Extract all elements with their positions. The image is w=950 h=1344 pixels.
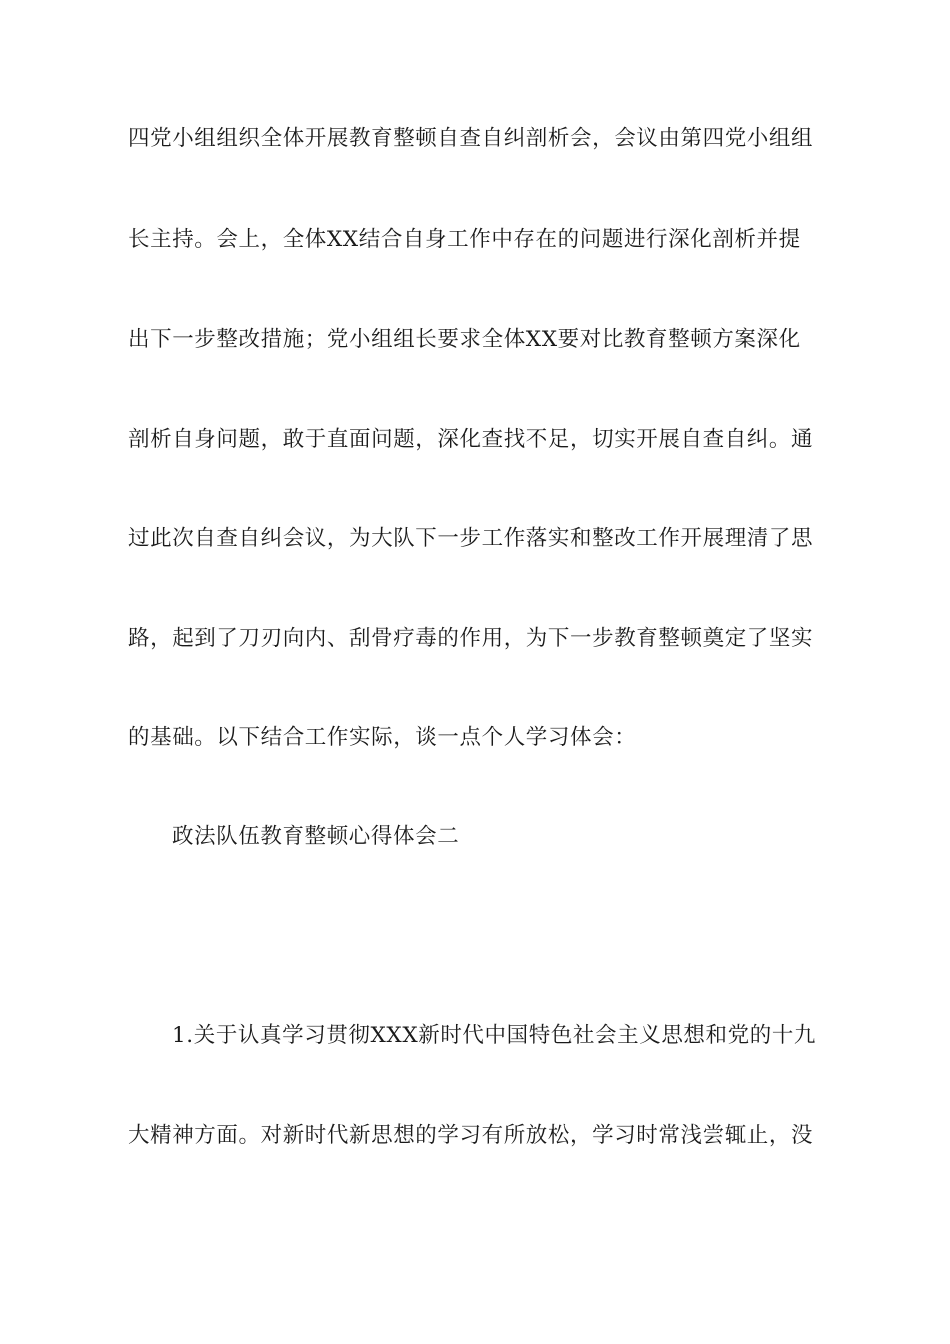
- paragraph-line: 长主持。会上，全体XX结合自身工作中存在的问题进行深化剖析并提: [128, 227, 801, 252]
- paragraph-line: 的基础。以下结合工作实际，谈一点个人学习体会：: [128, 725, 637, 750]
- paragraph-line: 剖析自身问题，敢于直面问题，深化查找不足，切实开展自查自纠。通: [128, 427, 814, 452]
- paragraph-line: 1.关于认真学习贯彻XXX新时代中国特色社会主义思想和党的十九: [172, 1023, 817, 1048]
- paragraph-line: 路，起到了刀刃向内、刮骨疗毒的作用，为下一步教育整顿奠定了坚实: [128, 626, 814, 651]
- paragraph-line: 四党小组组织全体开展教育整顿自查自纠剖析会，会议由第四党小组组: [128, 126, 814, 151]
- paragraph-line: 大精神方面。对新时代新思想的学习有所放松，学习时常浅尝辄止，没: [128, 1123, 814, 1148]
- paragraph-line: 过此次自查自纠会议，为大队下一步工作落实和整改工作开展理清了思: [128, 526, 814, 551]
- paragraph-line: 出下一步整改措施；党小组组长要求全体XX要对比教育整顿方案深化: [128, 327, 801, 352]
- section-heading: 政法队伍教育整顿心得体会二: [172, 824, 460, 849]
